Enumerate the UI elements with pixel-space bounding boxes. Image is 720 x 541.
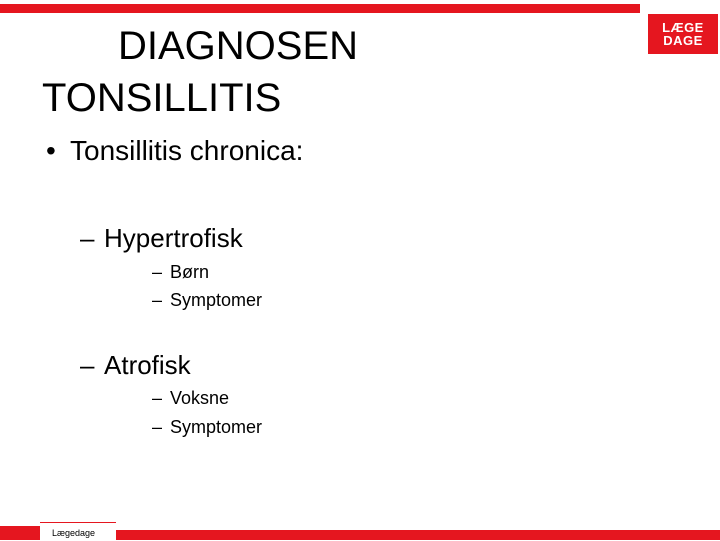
footer-accent-right [116, 530, 720, 540]
laegedage-logo [648, 14, 718, 54]
sub-item-dash: – [80, 223, 95, 253]
sub-sub-item [152, 413, 262, 441]
logo-line-1: LÆGE [662, 20, 704, 35]
sub-sub-item-dash: – [152, 417, 163, 437]
logo-line-2: DAGE [663, 33, 703, 48]
slide-title [42, 20, 358, 124]
sub-sub-item-text: Børn [170, 262, 210, 282]
title-line-1: DIAGNOSEN [118, 24, 359, 68]
sub-sub-item [152, 258, 209, 286]
sub-sub-item-dash: – [152, 290, 163, 310]
bullet-text: Tonsillitis chronica: [70, 135, 304, 166]
sub-sub-item-text: Voksne [170, 388, 230, 408]
sub-item-label: Hypertrofisk [104, 223, 243, 253]
sub-item-atrofisk [80, 349, 191, 381]
sub-sub-item-dash: – [152, 262, 163, 282]
sub-sub-item-text: Symptomer [170, 417, 263, 437]
sub-item-hypertrofisk [80, 222, 243, 254]
sub-item-label: Atrofisk [104, 350, 191, 380]
title-line-2: TONSILLITIS [42, 76, 282, 120]
footer-label: Lægedage [52, 528, 96, 538]
bullet-marker: • [46, 135, 56, 166]
sub-sub-item-text: Symptomer [170, 290, 263, 310]
sub-item-dash: – [80, 350, 95, 380]
sub-sub-item-dash: – [152, 388, 163, 408]
bullet-item [46, 133, 303, 169]
sub-sub-item [152, 384, 229, 412]
sub-sub-item [152, 286, 262, 314]
top-accent-bar [0, 4, 640, 13]
footer-accent-left [0, 526, 40, 540]
